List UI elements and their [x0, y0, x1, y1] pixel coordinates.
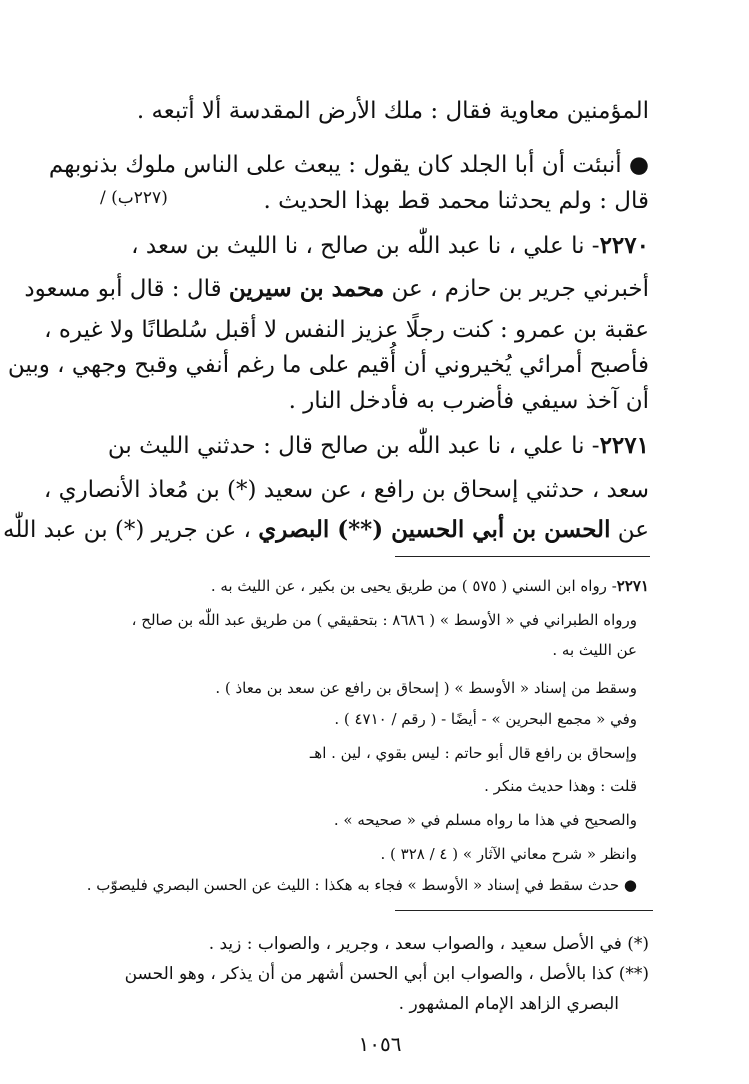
footnote-line-7	[97, 775, 637, 797]
hadith-2270-line-1	[89, 231, 649, 261]
main-line-8	[89, 386, 649, 416]
manuscript-folio-ref: (٢٢٧ب) /	[100, 188, 168, 208]
footnote-line-4	[97, 677, 637, 699]
text: ، عن جرير (*) بن عبد اللّٰه	[2, 517, 251, 543]
text: - نا علي ، نا عبد اللّٰه بن صالح ، نا الليث بن سعد ،	[131, 233, 600, 259]
editor-note-3	[99, 992, 619, 1016]
footnote-line-6	[97, 742, 637, 764]
footnote-line-3	[97, 639, 637, 661]
footnote-line-9	[97, 843, 637, 865]
text: قال : قال أبو مسعود	[24, 276, 222, 302]
text: - رواه ابن السني ( ٥٧٥ ) من طريق يحيى بن بكير ، عن الليث به .	[210, 577, 617, 595]
text: أن آخذ سيفي فأضرب به فأدخل النار .	[288, 388, 649, 414]
text: - نا علي ، نا عبد اللّٰه بن صالح قال : حدثني الليث بن	[107, 433, 600, 459]
footnote-line-2	[97, 609, 637, 631]
editor-note-1	[89, 932, 649, 956]
text: (**) كذا بالأصل ، والصواب ابن أبي الحسن أشهر من أن يذكر ، وهو الحسن	[124, 964, 649, 984]
text: ● حدث سقط في إسناد « الأوسط » فجاء به هكذا : الليث عن الحسن البصري فليصوّب .	[86, 876, 637, 894]
main-line-1	[89, 96, 649, 126]
hadith-number: ٢٢٧١	[599, 432, 649, 459]
hadith-2271-line-1	[89, 431, 649, 461]
narrator-bold: الحسن بن أبي الحسين (**) البصري	[258, 516, 611, 543]
text: (*) في الأصل سعيد ، والصواب سعد ، وجرير ، والصواب : زيد .	[208, 934, 649, 954]
footnote-line-10	[77, 874, 637, 896]
page-number: ١٠٥٦	[358, 1032, 402, 1056]
footnote-divider	[395, 556, 650, 557]
text: المؤمنين معاوية فقال : ملك الأرض المقدسة ألا أتبعه .	[136, 98, 649, 124]
text: سعد ، حدثني إسحاق بن رافع ، عن سعيد (*) بن مُعاذ الأنصاري ،	[43, 477, 649, 503]
main-line-3	[199, 186, 649, 216]
text: قال : ولم يحدثنا محمد قط بهذا الحديث .	[263, 188, 649, 214]
main-line-10	[43, 475, 649, 505]
text: وإسحاق بن رافع قال أبو حاتم : ليس بقوي ، لين . اهـ	[309, 744, 637, 762]
notes-divider	[395, 910, 653, 911]
main-line-7	[7, 350, 649, 380]
footnote-line-5	[97, 708, 637, 730]
text: وسقط من إسناد « الأوسط » ( إسحاق بن رافع عن سعد بن معاذ ) .	[215, 679, 637, 697]
footnote-number: ٢٢٧١	[616, 577, 649, 595]
text: ورواه الطبراني في « الأوسط » ( ٨٦٨٦ : بتحقيقي ) من طريق عبد اللّٰه بن صالح ،	[131, 611, 637, 629]
narrator-bold: محمد بن سيرين	[228, 275, 385, 302]
text: ● أنبئت أن أبا الجلد كان يقول : يبعث على الناس ملوك بذنوبهم	[48, 152, 649, 178]
main-line-11	[2, 515, 649, 545]
text: والصحيح في هذا ما رواه مسلم في « صحيحه » .	[333, 811, 637, 829]
hadith-number: ٢٢٧٠	[599, 232, 649, 259]
main-line-6	[44, 315, 649, 345]
text: قلت : وهذا حديث منكر .	[484, 777, 637, 795]
text: وفي « مجمع البحرين » - أيضًا - ( رقم / ٤٧١٠ ) .	[334, 710, 637, 728]
editor-note-2	[89, 962, 649, 986]
main-line-2	[48, 150, 649, 180]
footnote-line-1	[89, 575, 649, 597]
text: فأصبح أمرائي يُخيروني أن أُقيم على ما رغم أنفي وقبح وجهي ، وبين	[7, 352, 649, 378]
main-line-5	[24, 274, 649, 304]
text: البصري الزاهد الإمام المشهور .	[398, 994, 619, 1014]
footnote-line-8	[97, 809, 637, 831]
text: عن الليث به .	[552, 641, 637, 659]
text: وانظر « شرح معاني الآثار » ( ٤ / ٣٢٨ ) .	[380, 845, 637, 863]
text: عقبة بن عمرو : كنت رجلًا عزيز النفس لا أقبل سُلطانًا ولا غيره ،	[44, 317, 649, 343]
text: عن	[617, 517, 649, 543]
text: أخبرني جرير بن حازم ، عن	[391, 276, 649, 302]
